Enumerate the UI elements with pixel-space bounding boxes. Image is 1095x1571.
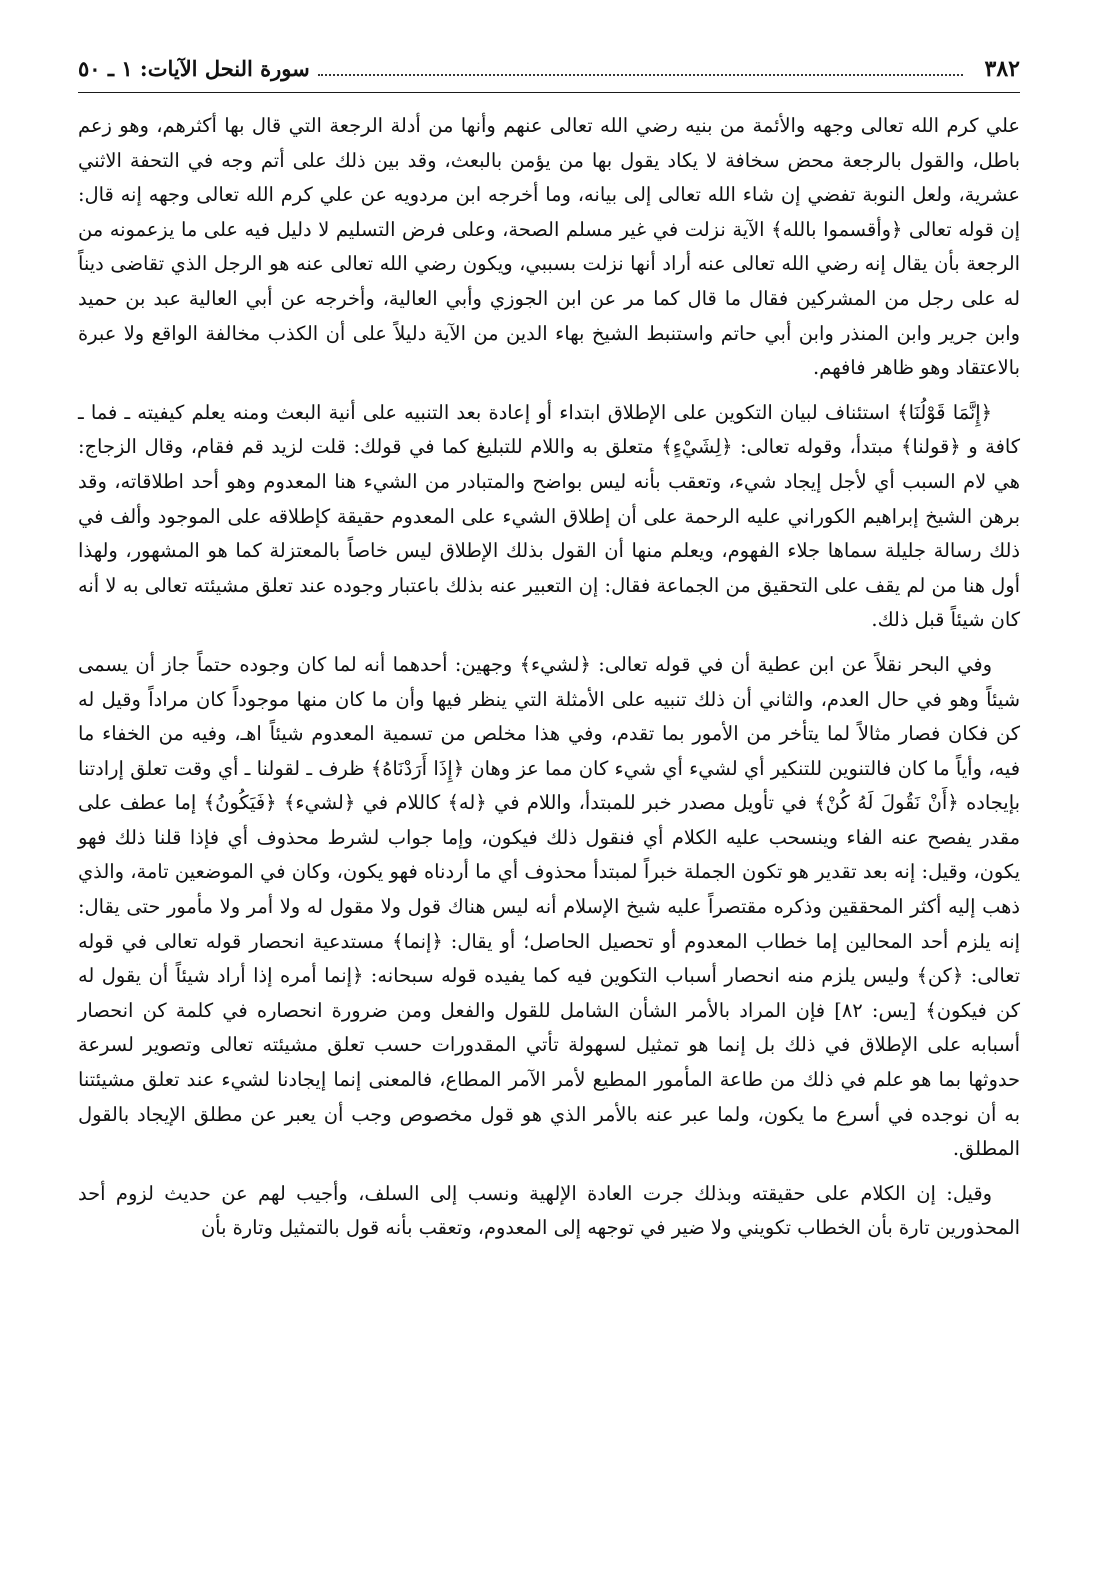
book-page: [78, 56, 1020, 1256]
paragraph-2: ﴿إِنَّمَا قَوْلُنَا﴾ استئناف لبيان التكوين على الإطلاق ابتداء أو إعادة بعد التنبيه على أنية البعث ومنه يعلم كيفيته ـ فما ـ كافة و ﴿قولنا﴾ مبتدأ، وقوله تعالى: ﴿لِشَيْءٍ﴾ متعلق به واللام للتبليغ كما في قولك: قلت لزيد قم فقام، وقال الزجاج: هي لام السبب أي لأجل إيجاد شيء، وتعقب بأنه ليس بواضح والمتبادر من الشيء هنا المعدوم وهو أحد اطلاقاته، وقد برهن الشيخ إبراهيم الكوراني عليه الرحمة على أن إطلاق الشيء على المعدوم حقيقة كإطلاقه على الموجود وألف في ذلك رسالة جليلة سماها جلاء الفهوم، ويعلم منها أن القول بذلك الإطلاق ليس خاصاً بالمعتزلة كما هو المشهور، ولهذا أول هنا من لم يقف على التحقيق من الجماعة فقال: إن التعبير عنه بذلك باعتبار وجوده عند تعلق مشيئته تعالى به لا أنه كان شيئاً قبل ذلك.: [78, 400, 1020, 632]
paragraph-3: وفي البحر نقلاً عن ابن عطية أن في قوله تعالى: ﴿لشيء﴾ وجهين: أحدهما أنه لما كان وجوده حتماً جاز أن يسمى شيئاً وهو في حال العدم، والثاني أن ذلك تنبيه على الأمثلة التي ينظر فيها وأن ما كان منها موجوداً كان مراداً وقيل له كن فكان فصار مثالاً لما يتأخر من الأمور بما تقدم، وفي هذا مخلص من تسمية المعدوم شيئاً اهـ، وفيه من الخفاء ما فيه، وأياً ما كان فالتنوين للتنكير أي لشيء أي شيء كان مما عز وهان ﴿إِذَا أَرَدْنَاهُ﴾ ظرف ـ لقولنا ـ أي وقت تعلق إرادتنا بإيجاده ﴿أَنْ نَقُولَ لَهُ كُنْ﴾ في تأويل مصدر خبر للمبتدأ، واللام في ﴿له﴾ كاللام في ﴿لشيء﴾ ﴿فَيَكُونُ﴾ إما عطف على مقدر يفصح عنه الفاء وينسحب عليه الكلام أي فنقول ذلك فيكون، وإما جواب لشرط محذوف أي فإذا قلنا ذلك فهو يكون، وقيل: إنه بعد تقدير هو تكون الجملة خبراً لمبتدأ محذوف أي ما أردناه فهو يكون، وكان في الموضعين تامة، والذي ذهب إليه أكثر المحققين وذكره مقتصراً عليه شيخ الإسلام أنه ليس هناك قول ولا مقول له ولا أمر ولا مأمور حتى يقال: إنه يلزم أحد المحالين إما خطاب المعدوم أو تحصيل الحاصل؛ أو يقال: ﴿إنما﴾ مستدعية انحصار قوله تعالى في قوله تعالى: ﴿كن﴾ وليس يلزم منه انحصار أسباب التكوين فيه كما يفيده قوله سبحانه: ﴿إنما أمره إذا أراد شيئاً أن يقول له كن فيكون﴾ [يس: ٨٢] فإن المراد بالأمر الشأن الشامل للقول والفعل ومن ضرورة انحصاره في كلمة كن انحصار أسبابه على الإطلاق في ذلك بل إنما هو تمثيل لسهولة تأتي المقدورات حسب تعلق مشيئته تعالى وتصوير لسرعة حدوثها بما هو علم في ذلك من طاعة المأمور المطيع لأمر الآمر المطاع، فالمعنى إنما إيجادنا لشيء عند تعلق مشيئتنا به أن نوجده في أسرع ما يكون، ولما عبر عنه بالأمر الذي هو قول مخصوص وجب أن يعبر عن مطلق الإيجاد بالقول المطلق.: [78, 652, 1020, 1161]
page-number: ٣٨٢: [984, 56, 1020, 82]
paragraph-1: علي كرم الله تعالى وجهه والأئمة من بنيه رضي الله تعالى عنهم وأنها من أدلة الرجعة التي قال بها أكثرهم، وهو زعم باطل، والقول بالرجعة محض سخافة لا يكاد يقول بها من يؤمن بالبعث، وقد بين ذلك على أتم وجه في التحفة الاثني عشرية، ولعل النوبة تفضي إن شاء الله تعالى إلى بيانه، وما أخرجه ابن مردويه عن علي كرم الله تعالى وجهه إنه قال: إن قوله تعالى ﴿وأقسموا بالله﴾ الآية نزلت في غير مسلم الصحة، وعلى فرض التسليم لا دليل فيه على ما يزعمونه من الرجعة بأن يقال إنه رضي الله تعالى عنه أراد أنها نزلت بسببي، ويكون رضي الله تعالى عنه هو الرجل الذي تقاضى ديناً له على رجل من المشركين فقال ما قال كما مر عن ابن الجوزي وأبي العالية، وأخرجه عن أبي العالية عبد بن حميد وابن جرير وابن المنذر وابن أبي حاتم واستنبط الشيخ بهاء الدين من الآية دليلاً على أن الكذب مخالفة الواقع ولا عبرة بالاعتقاد وهو ظاهر فافهم.: [78, 114, 1020, 380]
header-dotted-leader: [318, 60, 963, 76]
paragraph-4: وقيل: إن الكلام على حقيقته وبذلك جرت العادة الإلهية ونسب إلى السلف، وأجيب لهم عن حديث لزوم أحد المحذورين تارة بأن الخطاب تكويني ولا ضير في توجهه إلى المعدوم، وتعقب بأنه قول بالتمثيل وتارة بأن: [78, 1181, 1020, 1240]
running-title: سورة النحل الآيات: ١ ـ ٥٠: [78, 56, 310, 81]
page-header: [78, 56, 1020, 93]
